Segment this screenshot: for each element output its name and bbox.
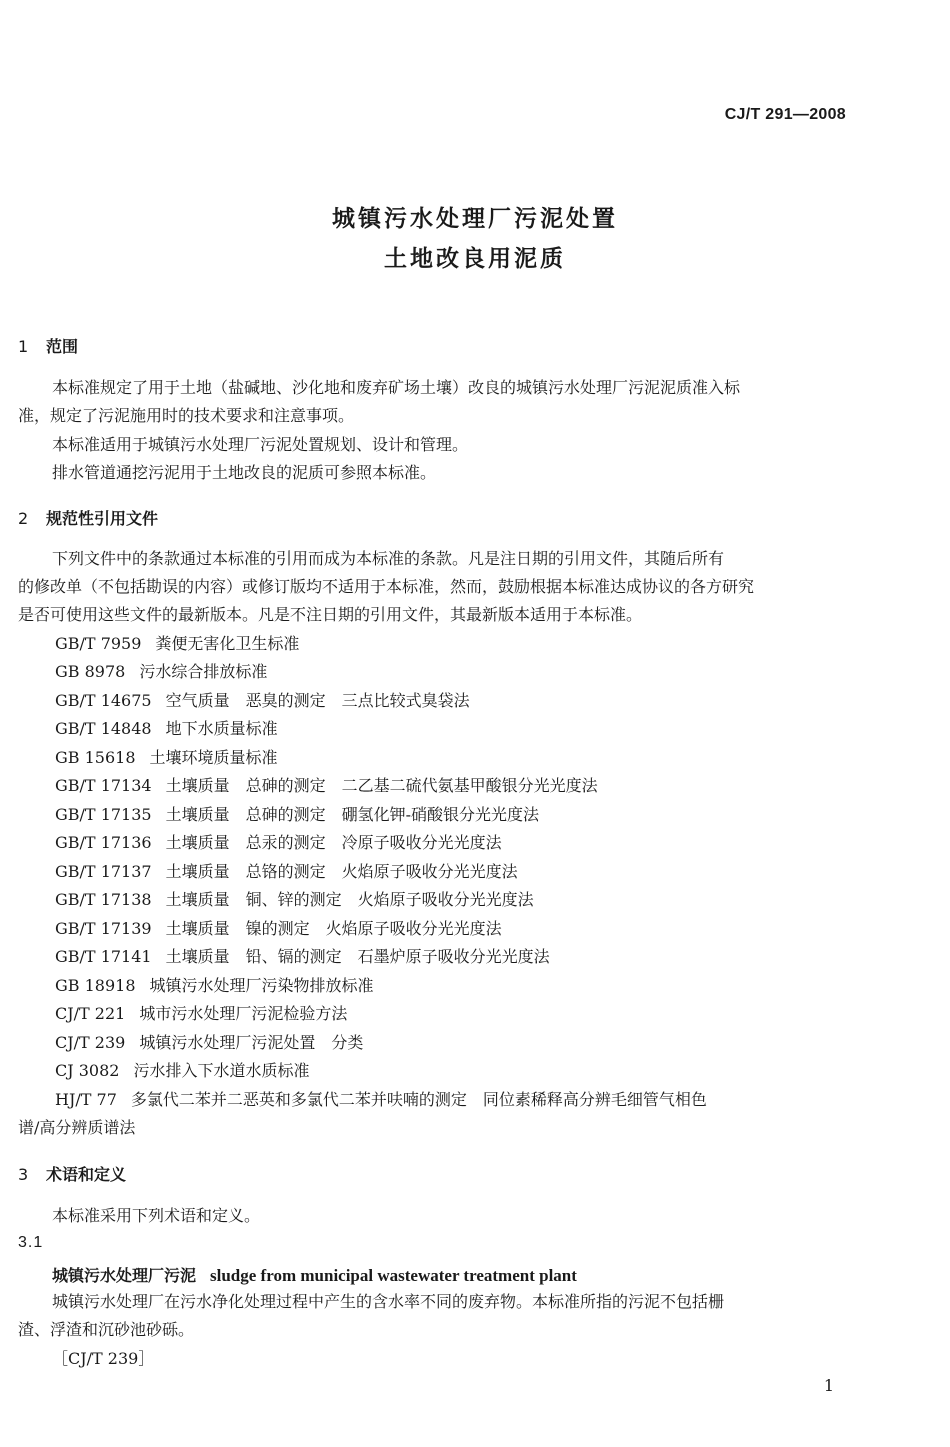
reference-title: 城镇污水处理厂污泥处置 分类	[139, 1033, 364, 1052]
reference-code: GB/T 17135	[55, 805, 152, 824]
term-chinese: 城镇污水处理厂污泥	[52, 1266, 197, 1285]
definition-line: 渣、浮渣和沉砂池砂砾。	[18, 1320, 195, 1339]
reference-code: GB/T 14848	[55, 719, 152, 738]
reference-item	[55, 890, 534, 910]
reference-item	[55, 805, 539, 825]
paragraph-line: 本标准适用于城镇污水处理厂污泥处置规划、设计和管理。	[52, 435, 469, 454]
reference-item	[55, 976, 374, 996]
paragraph-line: 的修改单（不包括勘误的内容）或修订版均不适用于本标准，然而，鼓励根据本标准达成协议的各方研究	[18, 577, 755, 596]
subsection-number: 3.1	[18, 1234, 44, 1251]
standard-code: CJ/T 291—2008	[724, 106, 846, 123]
section-3-heading	[18, 1162, 126, 1185]
page-number: 1	[823, 1376, 834, 1395]
paragraph-line: 排水管道通挖污泥用于土地改良的泥质可参照本标准。	[52, 463, 437, 482]
reference-item	[55, 862, 518, 882]
reference-title: 粪便无害化卫生标准	[155, 634, 300, 653]
paragraph-line: 是否可使用这些文件的最新版本。凡是不注日期的引用文件，其最新版本适用于本标准。	[18, 605, 643, 624]
reference-title: 土壤质量 铅、镉的测定 石墨炉原子吸收分光光度法	[165, 947, 550, 966]
reference-title: 土壤质量 总铬的测定 火焰原子吸收分光光度法	[165, 862, 518, 881]
reference-code: GB/T 17138	[55, 890, 152, 909]
reference-code: GB/T 14675	[55, 691, 152, 710]
reference-code: HJ/T 77	[55, 1090, 117, 1109]
reference-continuation: 谱/高分辨质谱法	[18, 1118, 136, 1137]
reference-item	[55, 1061, 309, 1081]
paragraph-line: 本标准采用下列术语和定义。	[52, 1206, 261, 1225]
reference-title: 污水综合排放标准	[139, 662, 268, 681]
section-number: 1	[18, 337, 29, 356]
reference-item	[55, 776, 598, 796]
section-1-heading	[18, 334, 78, 357]
reference-title: 空气质量 恶臭的测定 三点比较式臭袋法	[165, 691, 470, 710]
section-2-heading	[18, 506, 158, 529]
reference-item	[55, 1004, 347, 1024]
section-title: 范围	[46, 337, 79, 356]
section-title: 术语和定义	[46, 1165, 127, 1184]
reference-item	[55, 833, 502, 853]
reference-item	[55, 748, 278, 768]
reference-item	[55, 662, 267, 682]
reference-title: 土壤质量 铜、锌的测定 火焰原子吸收分光光度法	[165, 890, 534, 909]
reference-code: GB/T 17137	[55, 862, 152, 881]
reference-item	[55, 1033, 363, 1053]
definition-line: 城镇污水处理厂在污水净化处理过程中产生的含水率不同的废弃物。本标准所指的污泥不包括栅	[52, 1292, 725, 1311]
term-heading	[52, 1263, 577, 1286]
reference-code: GB/T 17139	[55, 919, 152, 938]
section-number: 3	[18, 1165, 29, 1184]
reference-code: CJ/T 239	[55, 1033, 126, 1052]
paragraph-line: 下列文件中的条款通过本标准的引用而成为本标准的条款。凡是注日期的引用文件，其随后所有	[52, 549, 725, 568]
paragraph-line: 本标准规定了用于土地（盐碱地、沙化地和废弃矿场土壤）改良的城镇污水处理厂污泥泥质准入标	[52, 378, 741, 397]
reference-code: GB/T 17134	[55, 776, 152, 795]
reference-code: GB 18918	[55, 976, 136, 995]
paragraph-line: 准，规定了污泥施用时的技术要求和注意事项。	[18, 406, 355, 425]
term-english: sludge from municipal wastewater treatment plant	[210, 1266, 577, 1285]
reference-code: GB 15618	[55, 748, 136, 767]
reference-title: 土壤质量 总砷的测定 二乙基二硫代氨基甲酸银分光光度法	[165, 776, 598, 795]
reference-item	[55, 919, 502, 939]
definition-source: ［CJ/T 239］	[52, 1349, 155, 1368]
reference-code: CJ 3082	[55, 1061, 120, 1080]
document-title-line2: 土地改良用泥质	[384, 246, 566, 272]
reference-code: GB/T 17136	[55, 833, 152, 852]
reference-code: GB/T 7959	[55, 634, 142, 653]
reference-title: 土壤质量 镍的测定 火焰原子吸收分光光度法	[165, 919, 502, 938]
section-title: 规范性引用文件	[46, 509, 159, 528]
reference-title: 土壤质量 总汞的测定 冷原子吸收分光光度法	[165, 833, 502, 852]
reference-code: GB/T 17141	[55, 947, 152, 966]
reference-title: 城镇污水处理厂污染物排放标准	[149, 976, 374, 995]
reference-item	[55, 634, 299, 654]
reference-code: GB 8978	[55, 662, 126, 681]
reference-title: 地下水质量标准	[165, 719, 278, 738]
reference-item	[55, 719, 278, 739]
reference-code: CJ/T 221	[55, 1004, 126, 1023]
reference-item	[55, 947, 550, 967]
reference-title: 土壤质量 总砷的测定 硼氢化钾-硝酸银分光光度法	[165, 805, 540, 824]
reference-item	[55, 1090, 707, 1110]
reference-title: 城市污水处理厂污泥检验方法	[139, 1004, 348, 1023]
reference-title: 污水排入下水道水质标准	[133, 1061, 310, 1080]
reference-title: 多氯代二苯并二恶英和多氯代二苯并呋喃的测定 同位素稀释高分辨毛细管气相色	[130, 1090, 707, 1109]
document-title-line1: 城镇污水处理厂污泥处置	[332, 206, 618, 232]
section-number: 2	[18, 509, 29, 528]
reference-title: 土壤环境质量标准	[149, 748, 278, 767]
reference-item	[55, 691, 470, 711]
